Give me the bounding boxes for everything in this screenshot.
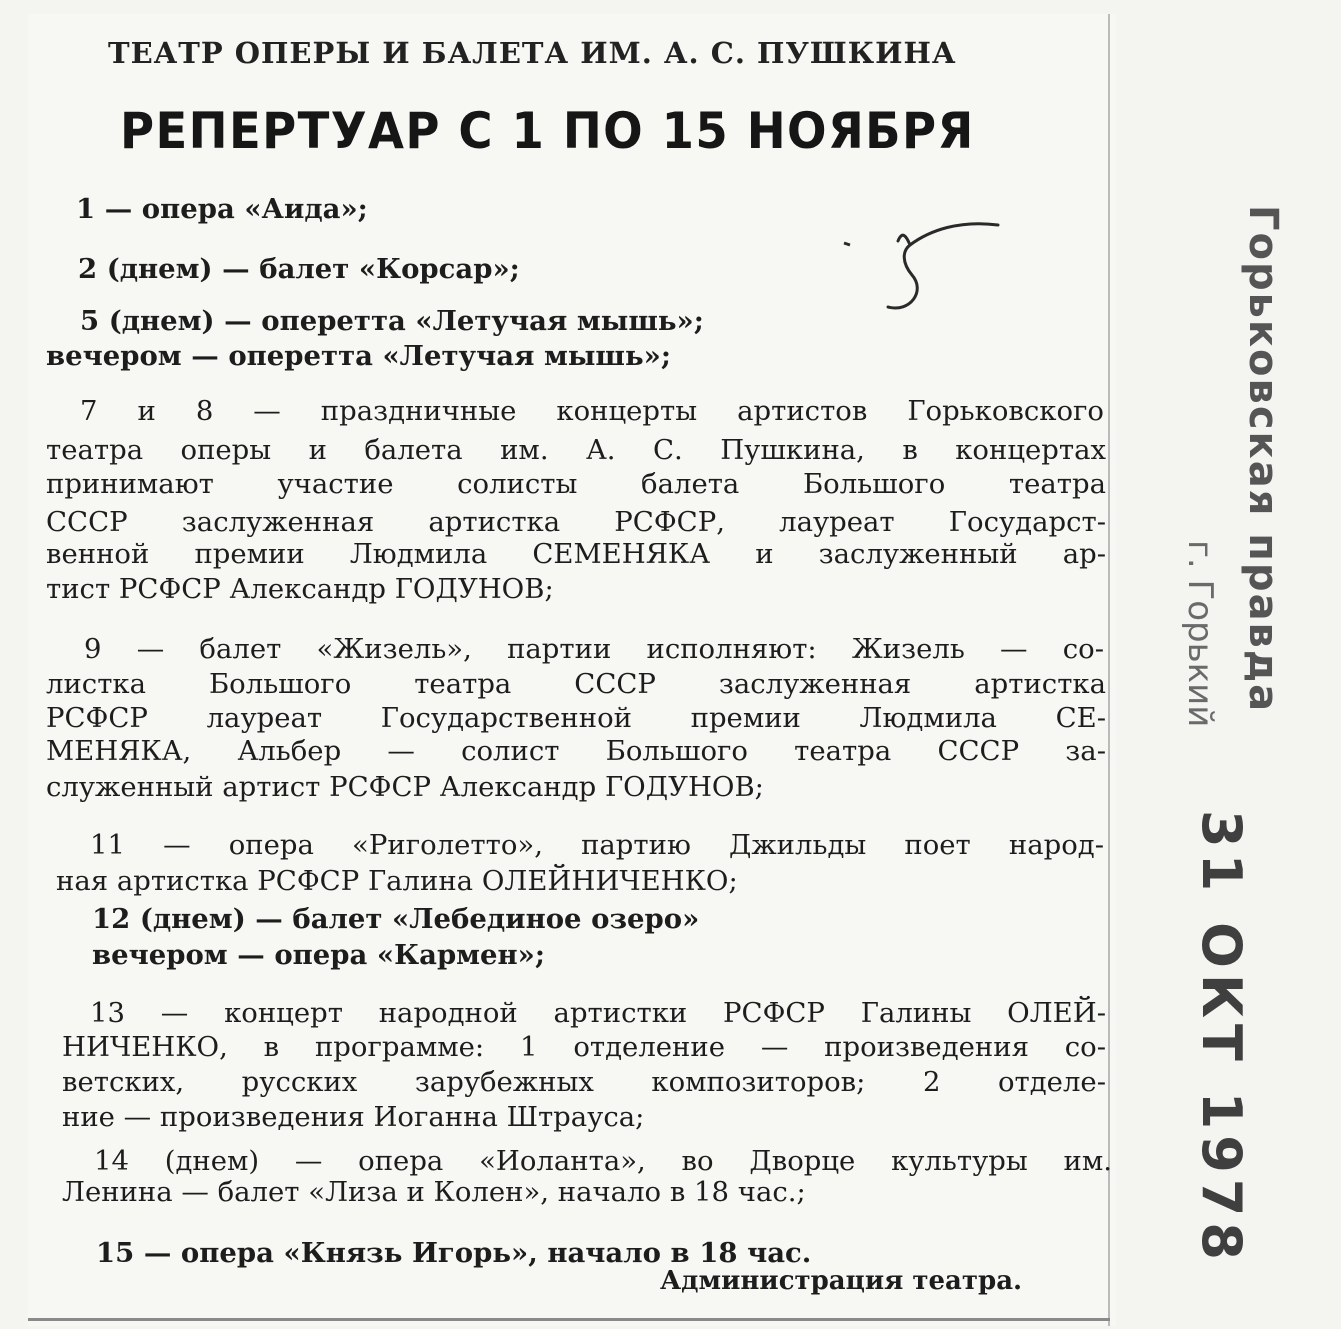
- entry-9-line-3: РСФСР лауреат Государственной премии Людмила СЕ-: [46, 702, 1106, 734]
- entry-11-line-2: ная артистка РСФСР Галина ОЛЕЙНИЧЕНКО;: [56, 865, 738, 897]
- entry-14-line-2: Ленина — балет «Лиза и Колен», начало в 18 час.;: [62, 1176, 806, 1208]
- entry-13-line-3: ветских, русских зарубежных композиторов; 2 отделе-: [62, 1066, 1106, 1098]
- entry-1: 1 — опера «Аида»;: [76, 193, 368, 225]
- repertoire-title: РЕПЕРТУАР С 1 ПО 15 НОЯБРЯ: [120, 102, 975, 160]
- entry-7-8-line-4: СССР заслуженная артистка РСФСР, лауреат Государст-: [46, 506, 1106, 538]
- entry-13-line-4: ние — произведения Иоганна Штрауса;: [62, 1101, 645, 1133]
- handwritten-mark: [840, 215, 1010, 325]
- entry-13-line-1: 13 — концерт народной артистки РСФСР Галины ОЛЕЙ-: [90, 997, 1106, 1029]
- entry-5-day: 5 (днем) — оперетта «Летучая мышь»;: [80, 305, 704, 337]
- entry-9-line-1: 9 — балет «Жизель», партии исполняют: Жизель — со-: [84, 633, 1104, 665]
- entry-7-8-line-2: театра оперы и балета им. А. С. Пушкина, в концертах: [46, 434, 1106, 466]
- entry-12-evening: вечером — опера «Кармен»;: [92, 939, 546, 971]
- entry-13-line-2: НИЧЕНКО, в программе: 1 отделение — произведения со-: [62, 1031, 1106, 1063]
- entry-2: 2 (днем) — балет «Корсар»;: [78, 253, 520, 285]
- stamp-date: 31 ОКТ 1978: [1190, 810, 1253, 1266]
- entry-9-line-2: листка Большого театра СССР заслуженная артистка: [46, 668, 1106, 700]
- entry-7-8-line-5: венной премии Людмила СЕМЕНЯКА и заслуженный ар-: [46, 538, 1106, 570]
- entry-11-line-1: 11 — опера «Риголетто», партию Джильды поет народ-: [90, 829, 1104, 861]
- signature: Администрация театра.: [660, 1266, 1023, 1296]
- entry-14-line-1: 14 (днем) — опера «Иоланта», во Дворце культуры им.: [94, 1145, 1112, 1177]
- entry-7-8-line-3: принимают участие солисты балета Большого театра: [46, 468, 1106, 500]
- stamp-city: г. Горький: [1180, 540, 1220, 728]
- clipping-edge-bottom: [28, 1318, 1110, 1321]
- entry-15: 15 — опера «Князь Игорь», начало в 18 час.: [96, 1237, 812, 1269]
- newspaper-stamp: [1180, 205, 1290, 1295]
- entry-12-day: 12 (днем) — балет «Лебединое озеро»: [92, 903, 700, 935]
- entry-5-evening: вечером — оперетта «Летучая мышь»;: [46, 340, 671, 372]
- entry-9-line-5: служенный артист РСФСР Александр ГОДУНОВ;: [46, 771, 764, 803]
- entry-7-8-line-1: 7 и 8 — праздничные концерты артистов Горьковского: [80, 395, 1104, 427]
- theatre-header: ТЕАТР ОПЕРЫ И БАЛЕТА ИМ. А. С. ПУШКИНА: [108, 36, 957, 70]
- entry-9-line-4: МЕНЯКА, Альбер — солист Большого театра СССР за-: [46, 735, 1106, 767]
- stamp-newspaper: Горьковская правда: [1240, 205, 1286, 714]
- entry-7-8-line-6: тист РСФСР Александр ГОДУНОВ;: [46, 573, 554, 605]
